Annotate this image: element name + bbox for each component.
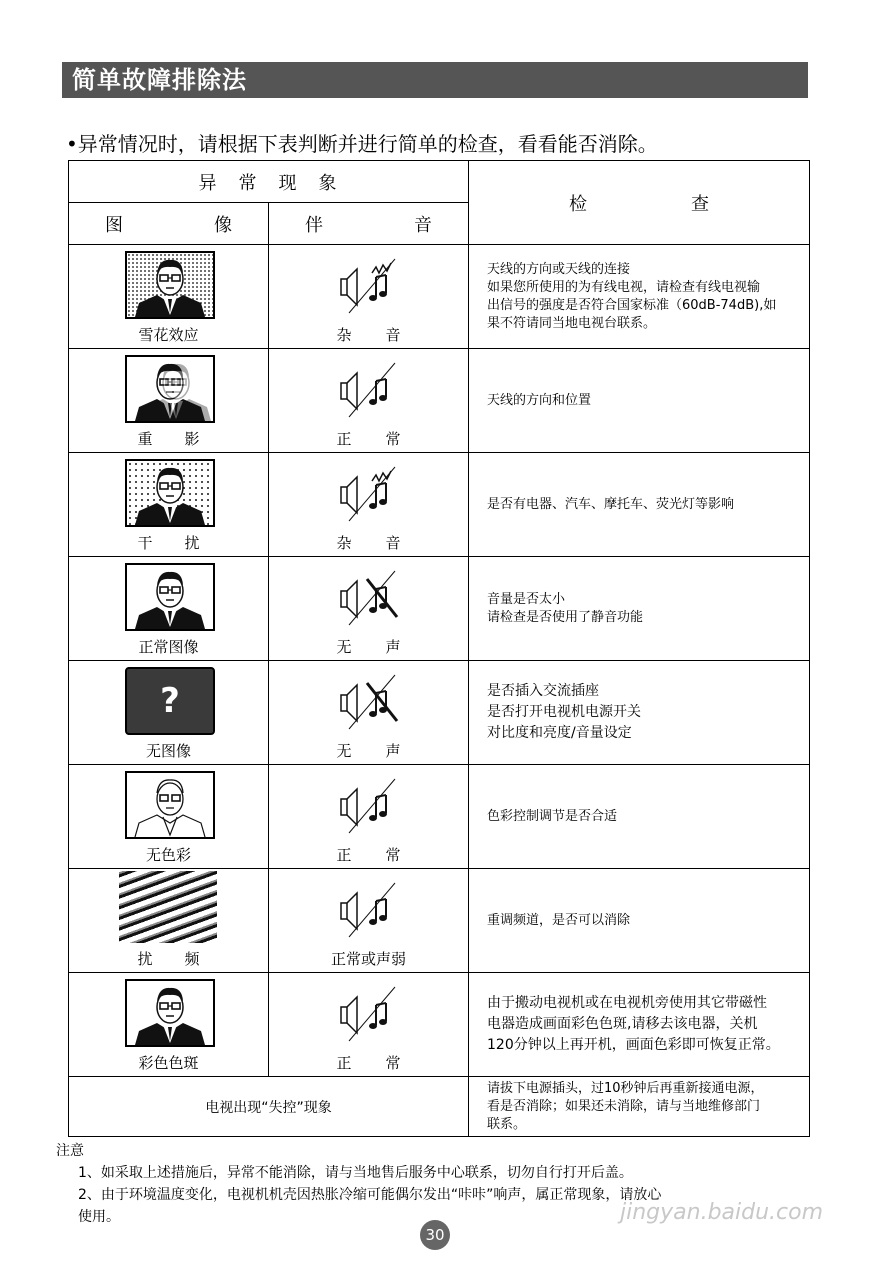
intro-text: •异常情况时，请根据下表判断并进行简单的检查，看看能否消除。 [66,132,658,156]
notes-heading: 注意 [56,1143,84,1159]
out-of-control-symptom: 电视出现“失控”现象 [69,1077,469,1137]
image-caption: 干扰 [137,534,232,552]
sound-cell [269,973,469,1077]
image-caption: 彩色色斑 [138,1054,199,1072]
image-cell [69,453,269,557]
sound-caption: 杂音 [336,326,435,344]
image-cell [69,973,269,1077]
question-mark-icon: ? [160,681,180,721]
image-cell [69,869,269,973]
table-row [69,557,810,661]
watermark: jingyan.baidu.com [620,1200,824,1225]
tv-screen-icon [125,771,215,839]
check-text: 是否有电器、汽车、摩托车、荧光灯等影响 [469,453,810,557]
table-row [69,869,810,973]
tv-screen-icon [119,871,217,943]
header-sound: 伴 音 [269,203,469,245]
image-caption: 雪花效应 [138,326,199,344]
note-item: 1、如采取上述措施后，异常不能消除，请与当地售后服务中心联系，切勿自行打开后盖。 [78,1165,633,1181]
table-row [69,661,810,765]
sound-cell [269,661,469,765]
table-row [69,765,810,869]
header-check: 检 查 [469,161,810,245]
check-text: 是否插入交流插座 是否打开电视机电源开关 对比度和亮度/音量设定 [469,661,810,765]
troubleshooting-table [68,160,810,1137]
page-title: 简单故障排除法 [62,62,808,98]
image-caption: 扰频 [137,950,232,968]
tv-screen-icon [125,563,215,631]
image-caption: 无色彩 [145,846,191,864]
note-item-continued: 使用。 [78,1209,120,1225]
sound-caption: 正常 [336,1054,435,1072]
image-cell [69,765,269,869]
sound-cell [269,869,469,973]
image-caption: 无图像 [145,742,191,760]
sound-cell [269,765,469,869]
notes [56,1140,661,1228]
check-text: 天线的方向或天线的连接 如果您所使用的为有线电视，请检查有线电视输 出信号的强度是否符合国家标准（60dB-74dB),如 果不符请同当地电视台联系。 [469,245,810,349]
header-symptom: 异 常 现 象 [69,161,469,203]
sound-cell [269,557,469,661]
image-cell [69,349,269,453]
tv-screen-icon [125,251,215,319]
image-caption: 重影 [137,430,232,448]
sound-cell [269,453,469,557]
image-caption: 正常图像 [138,638,199,656]
table-row [69,453,810,557]
image-cell [69,557,269,661]
sound-caption: 正常 [336,846,435,864]
check-text: 色彩控制调节是否合适 [469,765,810,869]
check-text: 由于搬动电视机或在电视机旁使用其它带磁性 电器造成画面彩色色斑,请移去该电器，关机 120分钟以上再开机，画面色彩即可恢复正常。 [469,973,810,1077]
sound-caption: 无声 [336,638,435,656]
sound-cell [269,245,469,349]
sound-caption: 正常 [336,430,435,448]
check-text: 请拔下电源插头，过10秒钟后再重新接通电源， 看是否消除；如果还未消除，请与当地维修部门 联系。 [469,1077,810,1137]
sound-caption: 无声 [336,742,435,760]
sound-cell [269,349,469,453]
table-row [69,349,810,453]
note-item: 2、由于环境温度变化，电视机机壳因热胀冷缩可能偶尔发出“咔咔”响声，属正常现象，请放心 [78,1187,662,1203]
sound-caption: 杂音 [336,534,435,552]
header-image: 图 像 [69,203,269,245]
tv-screen-icon [125,979,215,1047]
tv-screen-icon [125,667,215,735]
image-cell [69,661,269,765]
check-text: 天线的方向和位置 [469,349,810,453]
tv-screen-icon [125,355,215,423]
check-text: 音量是否太小 请检查是否使用了静音功能 [469,557,810,661]
image-cell [69,245,269,349]
table-row [69,973,810,1077]
tv-screen-icon [125,459,215,527]
table-row [69,245,810,349]
page-number: 30 [420,1220,450,1250]
check-text: 重调频道，是否可以消除 [469,869,810,973]
sound-caption: 正常或声弱 [330,950,406,968]
